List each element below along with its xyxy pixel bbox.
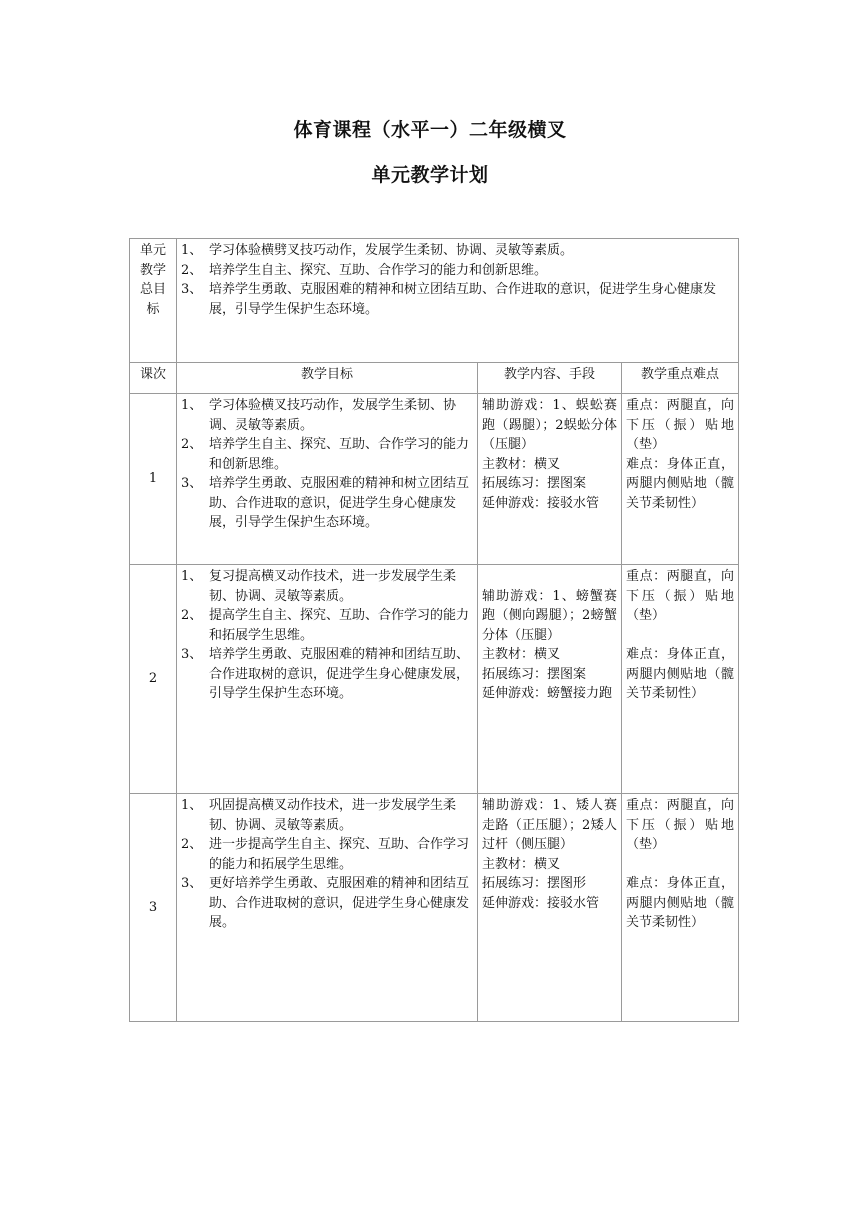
unit-goal-row <box>130 239 739 363</box>
lesson-goals <box>177 394 478 565</box>
lesson-row-3 <box>130 794 739 1022</box>
goal-item: 3、 培养学生勇敢、克服困难的精神和树立团结互助、合作进取的意识，促进学生身心健康发展，引导学生保护生态环境。 <box>181 476 470 530</box>
document-title: 体育课程（水平一）二年级横叉 <box>293 119 567 141</box>
goal-item: 3、 更好培养学生勇敢、克服困难的精神和团结互助、合作进取树的意识，促进学生身心健康发展。 <box>181 876 470 930</box>
header-row <box>130 363 739 394</box>
goal-item: 1、 复习提高横叉动作技术，进一步发展学生柔韧、协调、灵敏等素质。 <box>181 569 457 604</box>
lesson-goals <box>177 794 478 1022</box>
unit-goal-label: 单元教学总目标 <box>130 239 177 363</box>
lesson-content: 辅助游戏：1、矮人赛走路（正压腿）；2矮人过杆（侧压腿） 主教材：横叉 拓展练习：摆图形 延伸游戏：接驳水管 <box>478 794 622 1022</box>
goal-item: 2、 培养学生自主、探究、互助、合作学习的能力和创新思维。 <box>181 437 470 472</box>
lesson-content: 辅助游戏：1、蜈蚣赛跑（踢腿）；2蜈蚣分体（压腿） 主教材：横叉 拓展练习：摆图案 延伸游戏：接驳水管 <box>478 394 622 565</box>
goal-item: 2、 提高学生自主、探究、互助、合作学习的能力和拓展学生思维。 <box>181 608 470 643</box>
lesson-goals <box>177 565 478 794</box>
header-content: 教学内容、手段 <box>478 363 622 394</box>
lesson-number: 1 <box>130 394 177 565</box>
header-key: 教学重点难点 <box>622 363 739 394</box>
document-subtitle: 单元教学计划 <box>371 164 489 186</box>
goal-item: 2、 进一步提高学生自主、探究、互助、合作学习的能力和拓展学生思维。 <box>181 837 470 872</box>
header-lesson: 课次 <box>130 363 177 394</box>
lesson-key-points: 重点：两腿直，向下压（振）贴地（垫） 难点：身体正直，两腿内侧贴地（髋关节柔韧性） <box>622 565 739 794</box>
lesson-number: 3 <box>130 794 177 1022</box>
unit-plan-table <box>129 238 739 1022</box>
goal-item: 1、 巩固提高横叉动作技术，进一步发展学生柔韧、协调、灵敏等素质。 <box>181 798 457 833</box>
goal-item: 3、 培养学生勇敢、克服困难的精神和团结互助、合作进取树的意识，促进学生身心健康发展，引导学生保护生态环境。 <box>181 647 470 701</box>
unit-goal-item: 3、 培养学生勇敢、克服困难的精神和树立团结互助、合作进取的意识，促进学生身心健康发展，引导学生保护生态环境。 <box>181 282 717 317</box>
unit-goal-item: 1、 学习体验横劈叉技巧动作，发展学生柔韧、协调、灵敏等素质。 <box>181 243 574 258</box>
lesson-row-2 <box>130 565 739 794</box>
lesson-content: 辅助游戏：1、螃蟹赛跑（侧向踢腿）；2螃蟹分体（压腿） 主教材：横叉 拓展练习：摆图案 延伸游戏：螃蟹接力跑 <box>478 565 622 794</box>
unit-goal-cell <box>177 239 739 363</box>
goal-item: 1、 学习体验横叉技巧动作，发展学生柔韧、协调、灵敏等素质。 <box>181 398 457 433</box>
unit-goal-list <box>181 241 734 319</box>
lesson-key-points: 重点：两腿直，向下压（振）贴地（垫） 难点：身体正直，两腿内侧贴地（髋关节柔韧性） <box>622 394 739 565</box>
header-goal: 教学目标 <box>177 363 478 394</box>
lesson-number: 2 <box>130 565 177 794</box>
lesson-key-points: 重点：两腿直，向下压（振）贴地（垫） 难点：身体正直，两腿内侧贴地（髋关节柔韧性） <box>622 794 739 1022</box>
unit-goal-item: 2、 培养学生自主、探究、互助、合作学习的能力和创新思维。 <box>181 262 548 278</box>
lesson-row-1 <box>130 394 739 565</box>
